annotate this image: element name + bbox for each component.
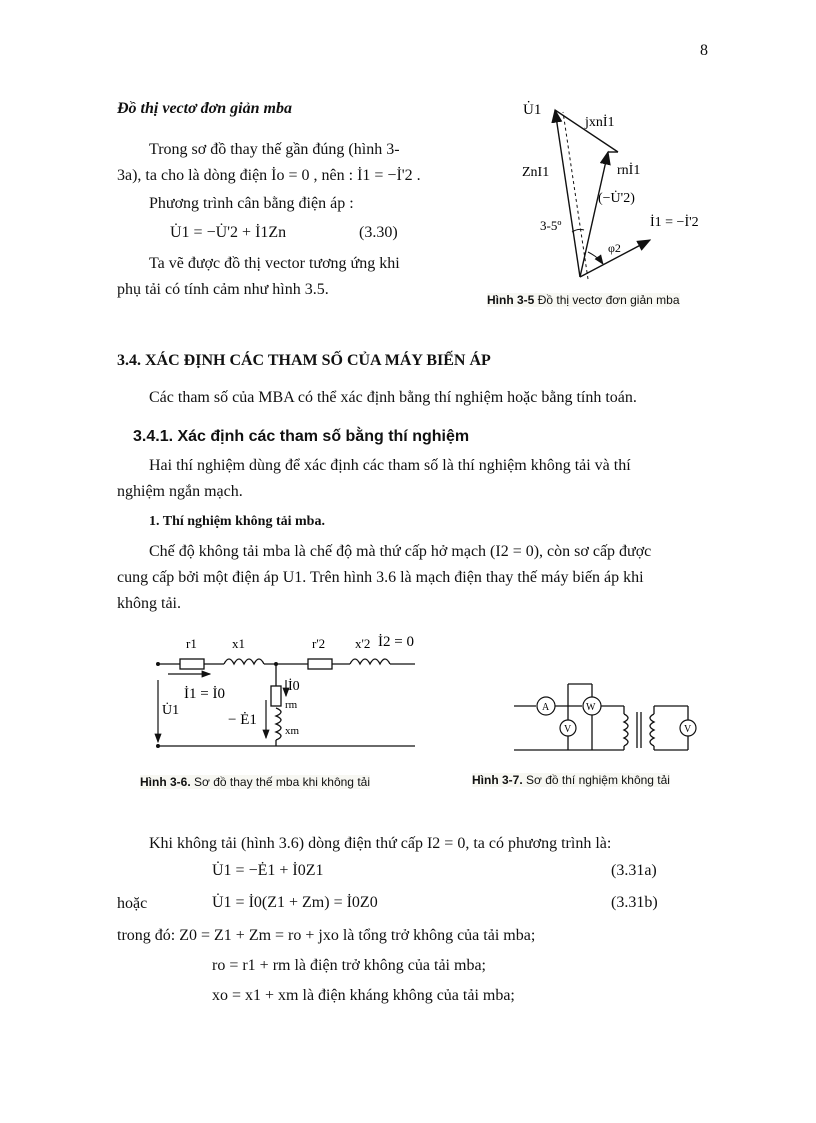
label-r1: r1 — [186, 636, 197, 651]
subheading-341: 3.4.1. Xác định các tham số bằng thí nghiệm — [133, 428, 470, 445]
section-heading-34: 3.4. XÁC ĐỊNH CÁC THAM SỐ CỦA MÁY BIẾN ÁP — [117, 352, 491, 369]
label-angle: 3-5º — [540, 218, 562, 233]
para3-line1: Ta vẽ được đồ thị vector tương ứng khi — [149, 255, 400, 272]
fig37-caption-text: Sơ đồ thí nghiệm không tải — [526, 773, 670, 787]
section-title-vector: Đồ thị vectơ đơn giản mba — [117, 100, 292, 117]
label-u1: U̇1 — [162, 703, 180, 718]
where-line2: ro = r1 + rm là điện trở không của tải mba; — [212, 957, 486, 974]
item1-line3: không tải. — [117, 595, 181, 612]
label-u1: U̇1 — [523, 102, 542, 118]
label-rn: rnİ1 — [617, 163, 641, 178]
para1-line2: 3a), ta cho là dòng điện İo = 0 , nên : İ1 = −İ'2 . — [117, 167, 421, 184]
eq-331b-label: (3.31b) — [611, 894, 658, 911]
label-ammeter: A — [542, 702, 550, 713]
circuit-fig36 — [140, 628, 450, 758]
p341-line1: Hai thí nghiệm dùng để xác định các tham số là thí nghiệm không tải và thí — [149, 457, 631, 474]
eq-331a: U̇1 = −Ė1 + İ0Z1 — [212, 862, 324, 879]
circuit-fig37 — [506, 670, 716, 760]
where-line1: trong đó: Z0 = Z1 + Zm = ro + jxo là tổng trở không của tải mba; — [117, 927, 536, 944]
inductor-x1 — [224, 659, 264, 664]
label-voltmeter-1: V — [564, 724, 572, 735]
label-zn: ZnI1 — [522, 165, 550, 180]
label-i0: İ0 — [288, 679, 300, 694]
vector-zn-dashed — [563, 112, 588, 279]
section-34-intro: Các tham số của MBA có thể xác định bằng thí nghiệm hoặc bằng tính toán. — [149, 389, 637, 406]
label-jxn: jxnİ1 — [585, 115, 615, 130]
label-x1: x1 — [232, 636, 245, 651]
item1-line1: Chế độ không tải mba là chế độ mà thứ cấp hở mạch (I2 = 0), còn sơ cấp được — [149, 543, 652, 560]
label-e1: − Ė1 — [228, 712, 257, 728]
transformer-primary — [624, 714, 628, 746]
or-word: hoặc — [117, 895, 148, 912]
para2: Phương trình cân bằng điện áp : — [149, 195, 354, 212]
resistor-r2 — [308, 659, 332, 669]
label-i1: İ1 = −İ'2 — [650, 215, 699, 230]
label-neg-u2: (−U̇'2) — [598, 191, 635, 206]
eq-331a-label: (3.31a) — [611, 862, 657, 879]
label-x2: x'2 — [355, 636, 371, 651]
label-xm: xm — [285, 725, 300, 737]
item1-heading: 1. Thí nghiệm không tải mba. — [149, 514, 325, 529]
vector-neg-u2 — [580, 152, 608, 277]
label-i2: İ2 = 0 — [378, 634, 414, 650]
vector-diagram-fig35 — [500, 92, 730, 312]
label-wattmeter: W — [586, 702, 596, 713]
transformer-secondary — [650, 714, 654, 746]
para3-line2: phụ tải có tính cảm như hình 3.5. — [117, 281, 329, 298]
inductor-x2 — [350, 659, 390, 664]
fig36-caption-bold: Hình 3-6. — [140, 775, 191, 789]
eq-331b: U̇1 = İ0(Z1 + Zm) = İ0Z0 — [212, 894, 378, 911]
p341-line2: nghiệm ngắn mạch. — [117, 483, 243, 500]
fig37-caption — [472, 773, 670, 787]
label-i1: İ1 = İ0 — [184, 686, 225, 702]
eq-330: U̇1 = −U̇'2 + İ1Zn — [170, 224, 287, 241]
vector-u1 — [555, 110, 580, 277]
fig35-caption-bold: Hình 3-5 — [487, 293, 535, 307]
where-line3: xo = x1 + xm là điện kháng không của tải mba; — [212, 987, 515, 1004]
resistor-rm — [271, 686, 281, 706]
label-r2: r'2 — [312, 636, 326, 651]
para1-line1: Trong sơ đồ thay thế gần đúng (hình 3- — [149, 141, 400, 158]
label-rm: rm — [285, 699, 298, 711]
fig37-caption-bold: Hình 3-7. — [472, 773, 523, 787]
eq-intro: Khi không tải (hình 3.6) dòng điện thứ cấp I2 = 0, ta có phương trình là: — [149, 835, 612, 852]
resistor-r1 — [180, 659, 204, 669]
fig36-caption-text: Sơ đồ thay thế mba khi không tải — [194, 775, 370, 789]
fig36-caption — [140, 775, 370, 789]
phi2-arc — [588, 252, 603, 264]
label-voltmeter-2: V — [684, 724, 692, 735]
label-phi2: φ2 — [608, 241, 621, 255]
item1-line2: cung cấp bởi một điện áp U1. Trên hình 3.6 là mạch điện thay thế máy biến áp khi — [117, 569, 644, 586]
fig35-caption — [487, 293, 680, 307]
fig35-caption-text: Đồ thị vectơ đơn giản mba — [537, 293, 680, 307]
eq-330-label: (3.30) — [359, 224, 398, 241]
page-number: 8 — [700, 42, 708, 59]
inductor-xm — [276, 708, 281, 740]
